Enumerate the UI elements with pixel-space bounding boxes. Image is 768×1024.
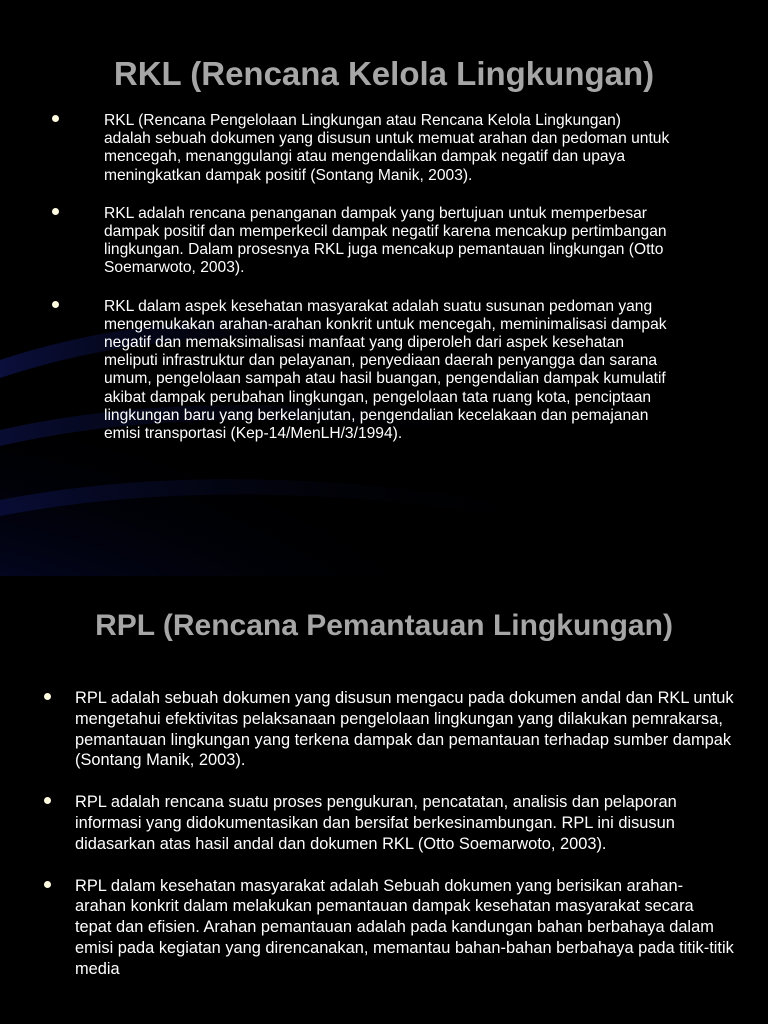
bullet-item: [52, 298, 672, 444]
bullet-text: RKL dalam aspek kesehatan masyarakat adalah suatu susunan pedoman yang mengemukakan arahan-arahan konkrit untuk mencegah, meminimalisasi dampak negatif dan memaksimalisasi manfaat yang diperoleh dari aspek kesehatan meliputi infrastruktur dan pelayanan, penyediaan daerah penyangga dan sarana umum, pengelolaan sampah atau hasil buangan, pengendalian dampak kumulatif akibat dampak perubahan lingkungan, pengelolaan tata ruang kota, penciptaan lingkungan baru yang berkelanjutan, pengendalian kecelakaan dan pemajanan emisi transportasi (Kep-14/MenLH/3/1994).: [104, 297, 667, 443]
bullet-text: RPL dalam kesehatan masyarakat adalah Sebuah dokumen yang berisikan arahan-arahan konkrit dalam melakukan pemantauan dampak kesehatan masyarakat secara tepat dan efisien. Arahan pemantauan adalah pada kandungan bahan berbahaya dalam emisi pada kegiatan yang direncanakan, memantau bahan-bahan berbahaya pada titik-titik media: [75, 876, 734, 978]
bullet-icon: [44, 693, 51, 700]
bullet-item: [52, 205, 672, 278]
bullet-item: [52, 112, 672, 185]
bullet-text: RPL adalah rencana suatu proses pengukuran, pencatatan, analisis dan pelaporan informasi yang didokumentasikan dan bersifat berkesinambungan. RPL ini disusun didasarkan atas hasil andal dan dokumen RKL (Otto Soemarwoto, 2003).: [75, 793, 677, 853]
bullet-item: [44, 688, 734, 771]
slide-title: RKL (Rencana Kelola Lingkungan): [113, 55, 655, 92]
bullet-icon: [52, 115, 59, 122]
bullet-icon: [44, 797, 51, 804]
bullet-list: [44, 688, 734, 1001]
bullet-text: RPL adalah sebuah dokumen yang disusun mengacu pada dokumen andal dan RKL untuk mengetahui efektivitas pelaksanaan pengelolaan lingkungan yang dilakukan pemrakarsa, pemantauan lingkungan yang terkena dampak dan pemantauan terhadap sumber dampak (Sontang Manik, 2003).: [75, 689, 734, 770]
bullet-icon: [52, 301, 59, 308]
bullet-icon: [52, 208, 59, 215]
bullet-text: RKL adalah rencana penanganan dampak yang bertujuan untuk memperbesar dampak positif dan memperkecil dampak negatif karena mencakup pertimbangan lingkungan. Dalam prosesnya RKL juga mencakup pemantauan lingkungan (Otto Soemarwoto, 2003).: [104, 204, 667, 277]
bullet-list: [52, 112, 672, 463]
slide-title: RPL (Rencana Pemantauan Lingkungan): [95, 609, 673, 642]
bullet-icon: [44, 881, 51, 888]
bullet-text: RKL (Rencana Pengelolaan Lingkungan atau Rencana Kelola Lingkungan) adalah sebuah dokumen yang disusun untuk memuat arahan dan pedoman untuk mencegah, menanggulangi atau mengendalikan dampak negatif dan upaya meningkatkan dampak positif (Sontang Manik, 2003).: [104, 112, 670, 184]
slide-rpl: [0, 576, 768, 1024]
bullet-item: [44, 876, 734, 980]
bullet-item: [44, 792, 734, 854]
